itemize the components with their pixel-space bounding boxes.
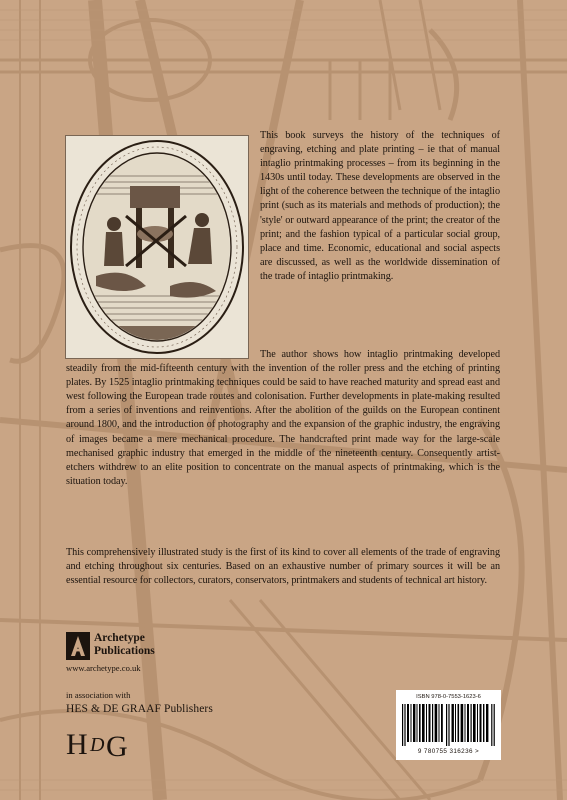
association-label: in association with xyxy=(66,690,131,700)
publisher-name-line1: Archetype xyxy=(94,632,145,644)
description-paragraph-3: This comprehensively illustrated study is the first of its kind to cover all elements of the trade of engraving and etching throughout six centuries. Based on an exhaustive number of primary sources it will be an essential resource for collectors, curators, conservators, printmakers and students of technical art history. xyxy=(66,547,500,587)
publisher-url: www.archetype.co.uk xyxy=(66,663,141,673)
hdg-logo xyxy=(66,726,142,760)
isbn-label: ISBN 978-0-7553-1623-6 xyxy=(416,694,481,700)
publisher-name-line2: Publications xyxy=(94,645,155,657)
archetype-a-logo-icon xyxy=(66,632,90,660)
svg-text:D: D xyxy=(90,734,105,756)
svg-text:G: G xyxy=(106,730,128,760)
description-paragraph-1: This book surveys the history of the techniques of engraving, etching and plate printing – ie that of manual intaglio printmaking processes – from its beginning in the 1430s until today. These developments are observed in the light of the coherence between the technique of the intaglio print (such as its materials and methods of production); the 'style' or outward appearance of the print; the creator of the print; and the fashion typical of a particular social group, place and time. Economic, educational and social aspects are discussed, as well as the worldwide dissemination of the trade of intaglio printmaking. xyxy=(260,130,500,282)
cover-engraving-image xyxy=(66,136,248,358)
barcode-digits: 9 780755 316236 > xyxy=(417,748,480,755)
publisher-name xyxy=(94,632,155,658)
isbn-barcode xyxy=(396,690,501,760)
barcode-bars xyxy=(402,704,495,746)
partner-publisher-name: HES & DE GRAAF Publishers xyxy=(66,703,213,715)
svg-text:H: H xyxy=(66,728,88,760)
description-paragraph-2: The author shows how intaglio printmaking developed steadily from the mid-fifteenth century with the invention of the roller press and the etching of printing plates. By 1525 intaglio printmaking techniques could be said to have reached maturity and spread east and west following the European trade routes and colonisation. Further developments in plate-making resulted from a series of inventions and reinventions. After the abolition of the guilds on the European continent around 1800, and the introduction of photography and the expansion of the graphic industry, the engraving of images became a mere mechanical procedure. The handcrafted print made way for the large-scale mechanised graphic industry that emerged in the middle of the nineteenth century. Consequently artist-etchers withdrew to an elite position to concentrate on the manual aspects of printmaking, which is the situation today. xyxy=(66,349,500,487)
